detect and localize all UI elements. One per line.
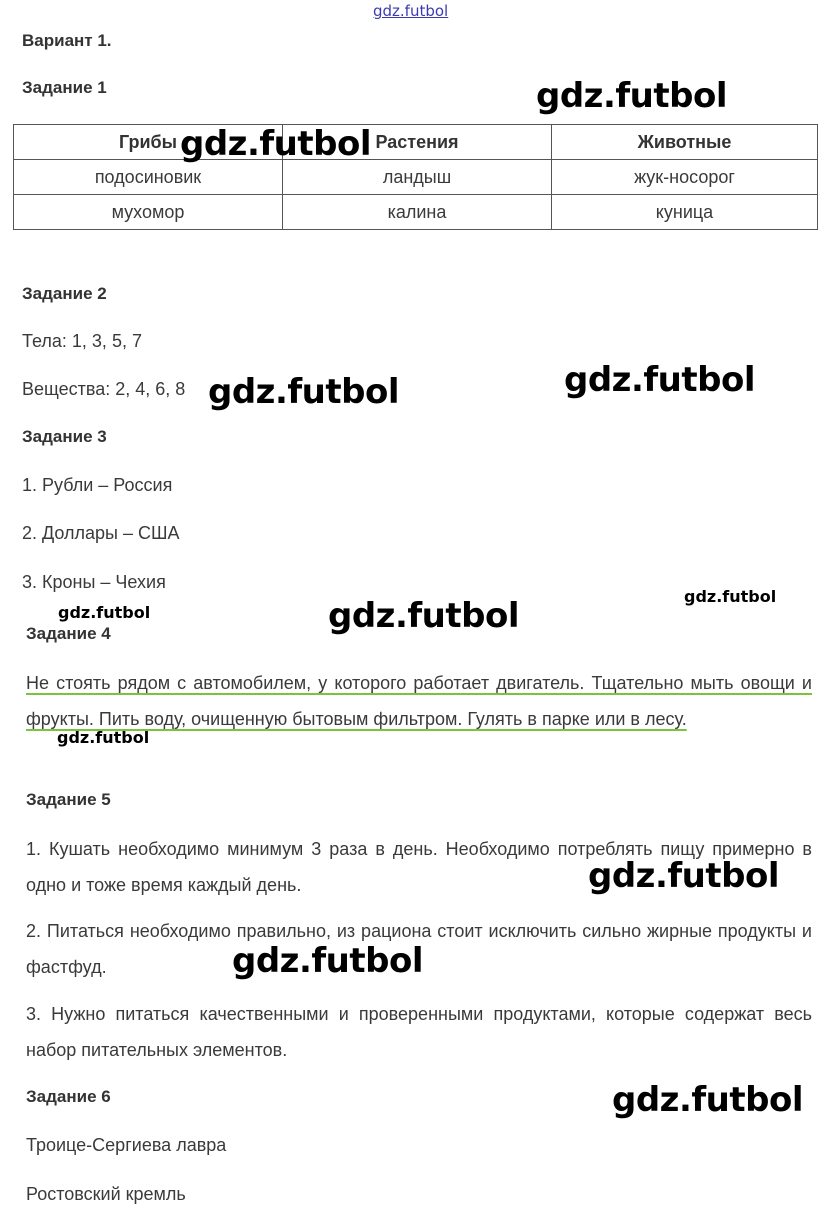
task6-item: Ростовский кремль xyxy=(26,1184,186,1204)
table-cell: куница xyxy=(552,195,818,230)
task4-heading: Задание 4 xyxy=(26,624,111,643)
task6-item: Троице-Сергиева лавра xyxy=(26,1135,227,1155)
task5-item: 1. Кушать необходимо минимум 3 раза в день. Необходимо потреблять пищу примерно в одно и тоже время каждый день. xyxy=(26,839,812,895)
watermark: gdz.futbol xyxy=(588,856,779,896)
watermark: gdz.futbol xyxy=(58,603,151,622)
table-cell: ландыш xyxy=(283,160,552,195)
task1-table xyxy=(13,124,818,230)
task5-item: 2. Питаться необходимо правильно, из рациона стоит исключить сильно жирные продукты и фастфуд. xyxy=(26,921,812,977)
table-header-row xyxy=(14,125,818,160)
task3-item: 3. Кроны – Чехия xyxy=(22,572,166,592)
task2-line2: Вещества: 2, 4, 6, 8 xyxy=(22,379,186,399)
table-header-cell: Растения xyxy=(283,125,552,160)
task5-heading: Задание 5 xyxy=(26,790,111,809)
table-cell: подосиновик xyxy=(14,160,283,195)
table-row xyxy=(14,195,818,230)
task2-line1: Тела: 1, 3, 5, 7 xyxy=(22,331,142,351)
watermark: gdz.futbol xyxy=(232,941,423,981)
watermark: gdz.futbol xyxy=(57,728,150,747)
task4-text xyxy=(26,665,812,737)
task2-heading: Задание 2 xyxy=(22,284,107,303)
watermark: gdz.futbol xyxy=(328,596,519,636)
task4-text-content: Не стоять рядом с автомобилем, у которого работает двигатель. Тщательно мыть овощи и фрукты. Пить воду, очищенную бытовым фильтром. Гулять в парке или в лесу. xyxy=(26,673,812,729)
watermark: gdz.futbol xyxy=(208,372,399,412)
table-cell: мухомор xyxy=(14,195,283,230)
task3-item: 2. Доллары – США xyxy=(22,523,180,543)
table-cell: жук-носорог xyxy=(552,160,818,195)
watermark: gdz.futbol xyxy=(684,587,777,606)
watermark: gdz.futbol xyxy=(536,76,727,116)
task6-heading: Задание 6 xyxy=(26,1087,111,1106)
table-header-cell: Животные xyxy=(552,125,818,160)
task1-heading: Задание 1 xyxy=(22,78,107,97)
watermark-top: gdz.futbol xyxy=(373,2,449,20)
task5-item: 3. Нужно питаться качественными и проверенными продуктами, которые содержат весь набор питательных элементов. xyxy=(26,1004,812,1060)
table-header-cell: Грибы xyxy=(14,125,283,160)
watermark: gdz.futbol xyxy=(612,1080,803,1120)
task3-item: 1. Рубли – Россия xyxy=(22,475,173,495)
variant-title: Вариант 1. xyxy=(22,31,112,50)
watermark: gdz.futbol xyxy=(180,124,371,164)
task3-heading: Задание 3 xyxy=(22,427,107,446)
watermark: gdz.futbol xyxy=(564,360,755,400)
table-cell: калина xyxy=(283,195,552,230)
table-row xyxy=(14,160,818,195)
